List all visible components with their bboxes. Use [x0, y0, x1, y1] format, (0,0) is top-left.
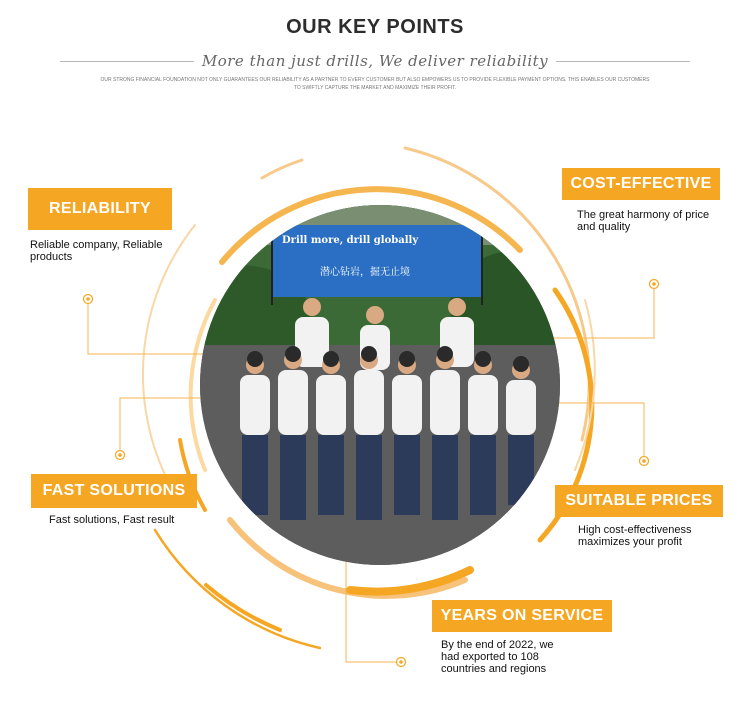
- arc-outer-top: [262, 160, 302, 178]
- suitable-prices-desc: High cost-effectiveness maximizes your profit: [578, 524, 692, 548]
- years-on-service-desc: By the end of 2022, we had exported to 108 countries and regions: [441, 639, 554, 675]
- arc-outer-bottom: [155, 530, 320, 648]
- cost-effective-desc: The great harmony of price and quality: [577, 209, 710, 233]
- page-tagline: OUR STRONG FINANCIAL FOUNDATION NOT ONLY GUARANTEES OUR RELIABILITY AS A PARTNER TO EVERY CUSTOMER BUT ALSO EMPOWERS US TO PROVIDE FLEXIBLE PAYMENT OPTIONS. THIS ENABLES OUR CUSTOMERS TO SWIFTLY CAPTURE THE MARKET AND MAXIMIZE THEIR PROFIT.: [100, 77, 650, 91]
- suitable-prices-label: SUITABLE PRICES: [555, 485, 723, 517]
- page-subtitle-text: More than just drills, We deliver reliability: [194, 52, 556, 70]
- fast-solutions-label: FAST SOLUTIONS: [31, 474, 197, 508]
- arc-bottom-small: [206, 585, 280, 630]
- arc-outer-left: [143, 225, 195, 485]
- banner-text-en: Drill more, drill globally: [282, 235, 419, 246]
- years-on-service-label: YEARS ON SERVICE: [432, 600, 612, 632]
- banner-text-cn: 潜心钻岩，掘无止境: [320, 267, 410, 278]
- team-photo-illustration: [200, 205, 560, 565]
- page-title: OUR KEY POINTS: [286, 16, 464, 38]
- arc-inner-bottom: [350, 570, 470, 592]
- team-photo: [200, 205, 560, 565]
- reliability-desc: Reliable company, Reliable products: [30, 239, 163, 263]
- reliability-label: RELIABILITY: [28, 188, 172, 230]
- fast-solutions-desc: Fast solutions, Fast result: [49, 514, 175, 526]
- cost-effective-label: COST-EFFECTIVE: [562, 168, 720, 200]
